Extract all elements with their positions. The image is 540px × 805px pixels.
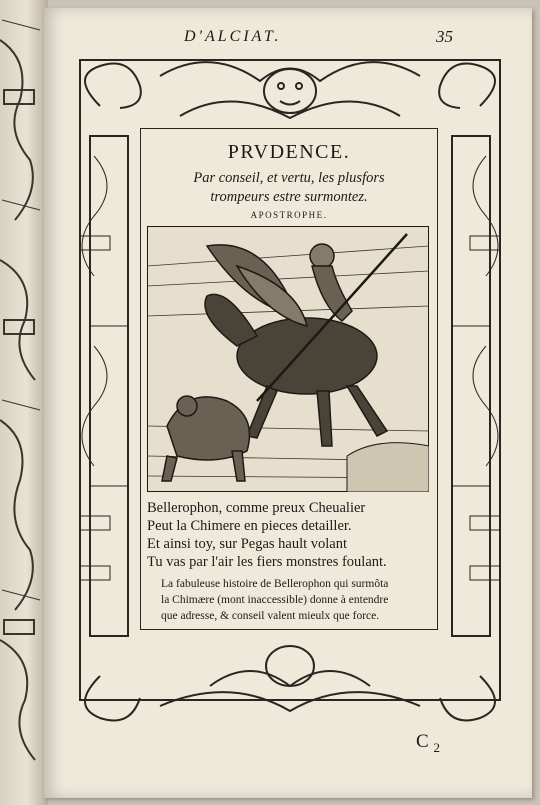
page-number: 35 [436, 27, 453, 46]
book-page [44, 8, 532, 798]
printer-signature [416, 731, 440, 756]
motto-line: Par conseil, et vertu, les plusfors [193, 170, 385, 186]
verse-line: Peut la Chimere en pieces detailler. [147, 518, 352, 534]
emblem-motto [141, 169, 437, 207]
motto-line: trompeurs estre surmontez. [210, 189, 368, 205]
woodcut-illustration [147, 226, 429, 492]
emblem-commentary [161, 576, 388, 624]
running-head: D'ALCIAT. [184, 28, 282, 45]
facing-page-edge [0, 0, 48, 805]
emblem-verse [147, 499, 387, 571]
commentary-line: la Chimære (mont inaccessible) donne à entendre [161, 594, 389, 606]
commentary-line: La fabuleuse histoire de Bellerophon qui surmôta [161, 578, 389, 590]
commentary-line: que adresse, & conseil valent mieulx que force. [161, 610, 380, 622]
apostrophe-label: APOSTROPHE. [250, 210, 328, 220]
verse-line: Tu vas par l'air les fiers monstres foulant. [147, 554, 387, 570]
emblem-title: PRVDENCE. [227, 141, 351, 163]
facing-page-ornament [0, 0, 48, 805]
verse-line: Et ainsi toy, sur Pegas hault volant [147, 536, 348, 552]
signature-letter: C [416, 731, 429, 752]
emblem-panel [140, 128, 438, 630]
signature-number: 2 [433, 739, 440, 755]
verse-line: Bellerophon, comme preux Cheualier [147, 500, 366, 516]
